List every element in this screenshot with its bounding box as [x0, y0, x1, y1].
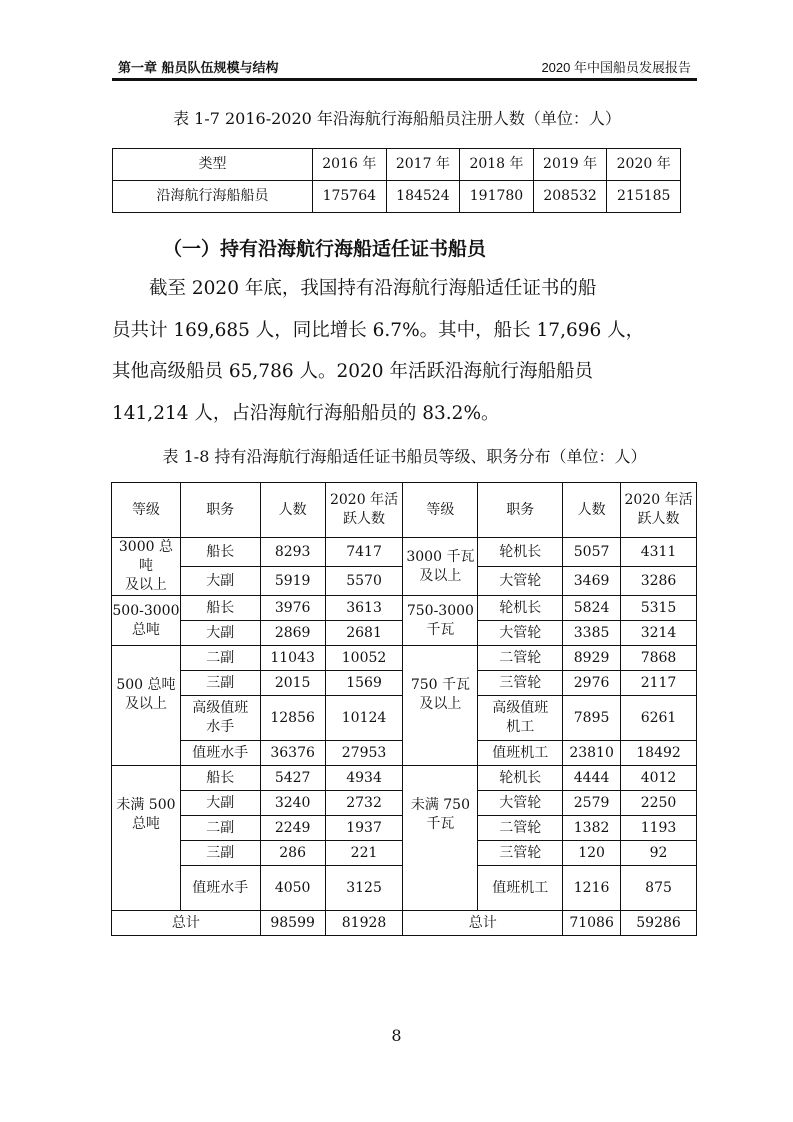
grade-cell — [403, 538, 478, 596]
duty-cell: 大管轮 — [478, 567, 563, 596]
active-cell: 221 — [325, 841, 403, 866]
duty-cell: 轮机长 — [478, 766, 563, 791]
table-cell: 208532 — [533, 181, 607, 213]
duty-cell: 值班机工 — [478, 741, 563, 766]
active-cell: 10124 — [325, 696, 403, 741]
table-cell: 191780 — [460, 181, 534, 213]
active-cell: 3613 — [325, 596, 403, 621]
section-heading: （一）持有沿海航行海船适任证书船员 — [163, 238, 487, 260]
cell-line: 及以上 — [419, 696, 462, 712]
grade-cell — [403, 766, 478, 911]
count-cell: 5057 — [563, 538, 621, 567]
count-cell: 11043 — [260, 646, 325, 671]
active-cell: 2732 — [325, 791, 403, 816]
page-number: 8 — [391, 1026, 402, 1045]
total-row — [112, 911, 697, 936]
count-cell: 4050 — [260, 866, 325, 911]
header-cell: 类型 — [113, 149, 313, 181]
count-cell: 3469 — [563, 567, 621, 596]
table1-caption: 表 1-7 2016-2020 年沿海航行海船船员注册人数（单位：人） — [173, 109, 621, 128]
header-line: 2020 年活 — [329, 492, 399, 508]
total-label: 总计 — [112, 911, 261, 936]
duty-cell: 大管轮 — [478, 621, 563, 646]
active-cell: 3214 — [621, 621, 697, 646]
cell-line: 750 千瓦 — [410, 677, 470, 693]
duty-cell — [478, 696, 563, 741]
grade-cell — [112, 646, 181, 766]
duty-cell: 大副 — [180, 621, 260, 646]
table-header-row — [113, 149, 681, 181]
chapter-title: 第一章 船员队伍规模与结构 — [118, 61, 279, 76]
cell-line: 未满 500 — [116, 797, 176, 813]
count-cell: 3240 — [260, 791, 325, 816]
count-cell: 8929 — [563, 646, 621, 671]
duty-cell: 船长 — [180, 766, 260, 791]
cell-line: 总吨 — [131, 816, 160, 832]
header-cell: 人数 — [260, 483, 325, 538]
active-cell: 4012 — [621, 766, 697, 791]
cell-line: 及以上 — [124, 696, 167, 712]
table-cell: 175764 — [313, 181, 387, 213]
count-cell: 2579 — [563, 791, 621, 816]
count-cell: 36376 — [260, 741, 325, 766]
cell-line: 500-3000 — [112, 602, 180, 619]
count-cell: 2249 — [260, 816, 325, 841]
duty-cell: 轮机长 — [478, 596, 563, 621]
duty-cell: 船长 — [180, 538, 260, 567]
count-cell: 3976 — [260, 596, 325, 621]
table-cell: 沿海航行海船船员 — [113, 181, 313, 213]
count-cell: 286 — [260, 841, 325, 866]
header-cell: 2019 年 — [533, 149, 607, 181]
cell-line: 机工 — [506, 719, 535, 735]
duty-cell: 值班水手 — [180, 741, 260, 766]
grade-cell — [112, 766, 181, 911]
active-cell: 2117 — [621, 671, 697, 696]
duty-cell: 三副 — [180, 841, 260, 866]
cell-line: 高级值班 — [492, 700, 549, 716]
count-cell: 120 — [563, 841, 621, 866]
crew-distribution-table — [111, 482, 697, 936]
active-cell: 7417 — [325, 538, 403, 567]
duty-cell: 三管轮 — [478, 841, 563, 866]
active-cell: 4311 — [621, 538, 697, 567]
count-cell: 2015 — [260, 671, 325, 696]
active-cell: 1569 — [325, 671, 403, 696]
duty-cell: 值班机工 — [478, 866, 563, 911]
header-cell: 职务 — [180, 483, 260, 538]
duty-cell: 值班水手 — [180, 866, 260, 911]
paragraph-line: 截至 2020 年底，我国持有沿海航行海船适任证书的船 — [149, 278, 597, 299]
active-cell: 3286 — [621, 567, 697, 596]
paragraph-line: 141,214 人，占沿海航行海船船员的 83.2%。 — [112, 402, 500, 424]
active-cell: 27953 — [325, 741, 403, 766]
header-cell — [325, 483, 403, 538]
count-cell: 23810 — [563, 741, 621, 766]
grade-cell — [403, 646, 478, 766]
table-row — [113, 181, 681, 213]
header-cell: 等级 — [112, 483, 181, 538]
count-cell: 2869 — [260, 621, 325, 646]
report-title: 2020 年中国船员发展报告 — [541, 60, 691, 75]
duty-cell: 二管轮 — [478, 646, 563, 671]
active-cell: 10052 — [325, 646, 403, 671]
active-cell: 1937 — [325, 816, 403, 841]
table-cell: 184524 — [386, 181, 460, 213]
header-line: 跃人数 — [343, 511, 386, 527]
cell-line: 及以上 — [419, 567, 462, 584]
count-cell: 71086 — [563, 911, 621, 936]
active-cell: 92 — [621, 841, 697, 866]
header-line: 2020 年活 — [624, 492, 693, 508]
count-cell: 98599 — [260, 911, 325, 936]
active-cell: 875 — [621, 866, 697, 911]
cell-line: 千瓦 — [426, 621, 455, 638]
active-cell: 7868 — [621, 646, 697, 671]
table-row — [112, 646, 697, 671]
cell-line: 500 总吨 — [116, 677, 176, 693]
count-cell: 2976 — [563, 671, 621, 696]
header-cell: 2018 年 — [460, 149, 534, 181]
duty-cell: 二副 — [180, 646, 260, 671]
count-cell: 5919 — [260, 567, 325, 596]
duty-cell: 二副 — [180, 816, 260, 841]
header-line: 跃人数 — [637, 511, 680, 527]
count-cell: 8293 — [260, 538, 325, 567]
cell-line: 未满 750 — [410, 797, 470, 813]
cell-line: 3000 千瓦 — [406, 548, 475, 565]
header-cell: 人数 — [563, 483, 621, 538]
duty-cell: 大副 — [180, 791, 260, 816]
duty-cell: 轮机长 — [478, 538, 563, 567]
header-cell: 等级 — [403, 483, 478, 538]
active-cell: 4934 — [325, 766, 403, 791]
header-cell: 职务 — [478, 483, 563, 538]
active-cell: 1193 — [621, 816, 697, 841]
active-cell: 6261 — [621, 696, 697, 741]
active-cell: 59286 — [621, 911, 697, 936]
duty-cell: 大副 — [180, 567, 260, 596]
grade-cell — [403, 596, 478, 646]
header-cell — [621, 483, 697, 538]
duty-cell — [180, 696, 260, 741]
duty-cell: 三管轮 — [478, 671, 563, 696]
active-cell: 3125 — [325, 866, 403, 911]
grade-cell — [112, 538, 181, 596]
cell-line: 高级值班 — [192, 700, 249, 716]
page-header — [112, 54, 697, 80]
duty-cell: 三副 — [180, 671, 260, 696]
active-cell: 2250 — [621, 791, 697, 816]
total-label: 总计 — [403, 911, 563, 936]
grade-cell — [112, 596, 181, 646]
count-cell: 12856 — [260, 696, 325, 741]
count-cell: 4444 — [563, 766, 621, 791]
cell-line: 水手 — [206, 719, 235, 735]
table2-caption: 表 1-8 持有沿海航行海船适任证书船员等级、职务分布（单位：人） — [162, 447, 647, 466]
header-cell: 2020 年 — [607, 149, 681, 181]
header-cell: 2017 年 — [386, 149, 460, 181]
count-cell: 5824 — [563, 596, 621, 621]
cell-line: 3000 总吨 — [118, 539, 173, 574]
active-cell: 5315 — [621, 596, 697, 621]
count-cell: 1382 — [563, 816, 621, 841]
cell-line: 及以上 — [124, 577, 167, 593]
active-cell: 5570 — [325, 567, 403, 596]
cell-line: 千瓦 — [426, 816, 455, 832]
table-row — [112, 538, 697, 567]
body-paragraph — [112, 268, 692, 434]
duty-cell: 大管轮 — [478, 791, 563, 816]
duty-cell: 二管轮 — [478, 816, 563, 841]
active-cell: 81928 — [325, 911, 403, 936]
count-cell: 1216 — [563, 866, 621, 911]
active-cell: 18492 — [621, 741, 697, 766]
paragraph-line: 员共计 169,685 人，同比增长 6.7%。其中，船长 17,696 人， — [112, 319, 645, 341]
cell-line: 750-3000 — [406, 602, 474, 619]
count-cell: 5427 — [260, 766, 325, 791]
duty-cell: 船长 — [180, 596, 260, 621]
header-cell: 2016 年 — [313, 149, 387, 181]
table-row — [112, 596, 697, 621]
paragraph-line: 其他高级船员 65,786 人。2020 年活跃沿海航行海船船员 — [112, 361, 593, 382]
active-cell: 2681 — [325, 621, 403, 646]
table-cell: 215185 — [607, 181, 681, 213]
header-rule — [112, 80, 697, 81]
cell-line: 总吨 — [131, 621, 160, 638]
count-cell: 7895 — [563, 696, 621, 741]
count-cell: 3385 — [563, 621, 621, 646]
table-header-row — [112, 483, 697, 538]
table-row — [112, 766, 697, 791]
registration-table — [112, 148, 681, 213]
